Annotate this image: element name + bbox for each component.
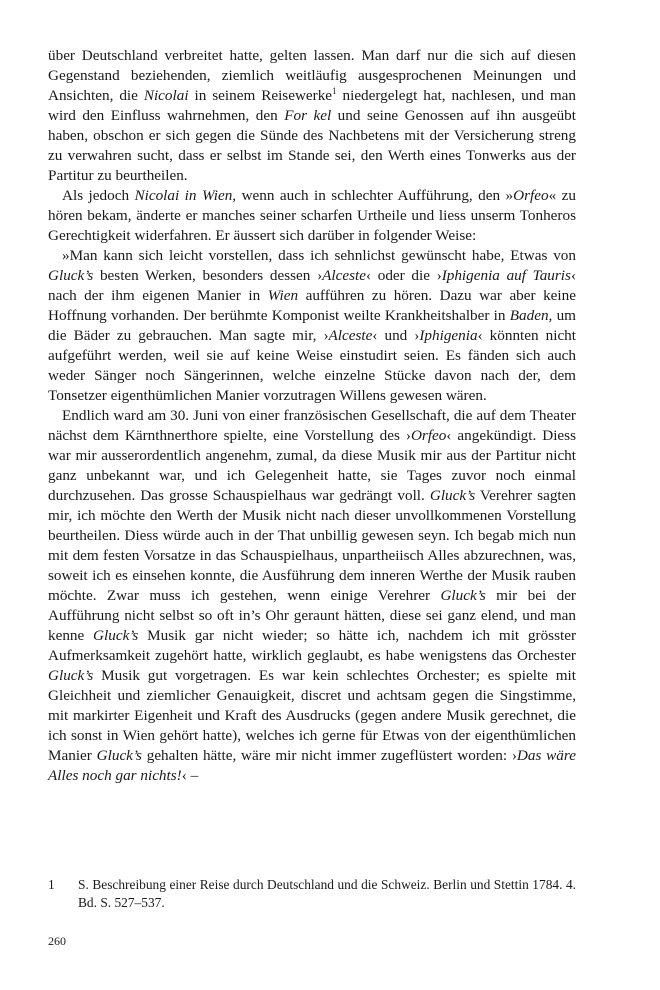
text-run: mir bei der Aufführung nicht selbst so oft in’s Ohr geraunt hätten, diese sei ganz elend, und man kenne [48,587,576,644]
italic-text: Iphigenia auf Tauris [441,267,571,284]
italic-text: Orfeo [410,427,447,444]
text-run: wenn auch in schlechter Aufführung, den » [236,187,514,204]
italic-text: Alceste [328,327,373,344]
italic-text: Gluck’s [96,747,142,764]
text-run: gehalten hätte, wäre mir nicht immer zugeflüstert worden: › [141,747,517,764]
text-run: Als jedoch [62,187,135,204]
text-run: in seinem Reisewerke [188,87,333,104]
text-run: ‹ – [181,767,199,784]
text-run: ‹ angekündigt. Diess war mir ausserordentlich angenehm, zumal, da diese Musik mir aus der Partitur nicht ganz unbekannt war, und ich Gelegenheit hatte, sie Tages zuvor noch einmal durchzusehen. Das grosse Schauspielhaus war gedrängt voll. [48,427,576,504]
text-run: Verehrer sagten mir, ich möchte den Werth der Musik nicht nach dieser unvollkommenen Vorstellung beurtheilen. Diess würde auch in der That unbillig gewesen seyn. Ich begab mich nun mit dem festen Vorsatze in das Schauspielhaus, unpartheiisch Alles abzurechnen, was, soweit ich es einsehen konnte, die Ausführung dem inneren Werthe der Musik rauben möchte. Zwar muss ich gestehen, wenn einige Verehrer [48,487,576,604]
text-run: Musik gar nicht wieder; so hätte ich, nachdem ich mit grösster Aufmerksamkeit zugehört hatte, wirklich geglaubt, es habe wenigstens das Orchester [48,627,577,664]
paragraph [48,406,576,786]
text-run: ‹ könnten nicht aufgeführt werden, weil sie auf keine Weise einstudirt seien. Es fänden sich auch weder Sänger noch Sängerinnen, welche einzelne Stücke davon nach der, dem Tonsetzer eigenthümlichen Manier vorzutragen Willens gewesen wären. [48,327,576,404]
italic-text: Das wäre Alles noch gar nichts! [48,747,576,784]
text-run: Endlich ward am 30. Juni von einer französischen Gesellschaft, die auf dem Theater nächst dem Kärnthnerthore spielte, eine Vorstellung des › [48,407,576,444]
text-run: und seine Genossen auf ihn ausgeübt haben, obschon er sich gegen die Sünde des Nachbetens mit der Versicherung streng zu verwahren sucht, dass er selbst im Stande sei, den Werth eines Tonwerks aus der Partitur zu beurtheilen. [48,107,576,184]
text-run: besten Werken, besonders dessen › [93,267,323,284]
footnote-text: S. Beschreibung einer Reise durch Deutschland und die Schweiz. Berlin und Stettin 1784. 4. Bd. S. 527–537. [78,877,576,910]
italic-text: Iphigenia [419,327,478,344]
italic-text: Gluck’s [48,267,94,284]
page-number: 260 [48,934,66,948]
italic-text: Gluck’s [429,487,476,504]
text-run: ‹ und › [372,327,420,344]
italic-text: Nicolai in Wien, [134,187,237,204]
text-run: »Man kann sich leicht vorstellen, dass ich sehnlichst gewünscht habe, Etwas von [62,247,576,264]
text-run: niedergelegt hat, nachlesen, und man wird den Einfluss wahrnehmen, den [48,87,577,124]
footnote [48,876,576,912]
italic-text: For kel [284,107,332,124]
italic-text: Gluck’s [440,587,486,604]
body-text [48,46,576,786]
italic-text: Orfeo [513,187,549,204]
paragraph [48,246,576,406]
italic-text: Gluck’s [48,667,94,684]
paragraph [48,46,576,186]
text-run: über Deutschland verbreitet hatte, gelten lassen. Man darf nur die sich auf diesen Gegenstand beziehenden, ziemlich weitläufig ausgesprochenen Meinungen und Ansichten, die [48,47,576,104]
footnote-reference: 1 [332,86,337,96]
italic-text: Baden, [509,307,553,324]
text-run: « zu hören bekam, änderte er manches seiner scharfen Urtheile und liess unserm Tonheros Gerechtigkeit widerfahren. Er äussert sich darüber in folgender Weise: [48,187,576,244]
text-run: aufführen zu hören. Dazu war aber keine Hoffnung vorhanden. Der berühmte Komponist weilte Krankheitshalber in [48,287,576,324]
paragraph [48,186,576,246]
text-run: um die Bäder zu gebrauchen. Man sagte mir, › [48,307,576,344]
italic-text: Wien [267,287,299,304]
text-run: ‹ oder die › [365,267,442,284]
italic-text: Alceste [322,267,366,284]
text-run: Musik gut vorgetragen. Es war kein schlechtes Orchester; es spielte mit Gleichheit und ziemlicher Genauigkeit, discret und achtsam gegen die Singstimme, mit markirter Eigenheit und Kraft des Ausdrucks (gegen andere Musik gerechnet, die ich sonst in Wien gehört hatte), welches ich gerne für Etwas von der eigenthümlichen Manier [48,667,576,764]
italic-text: Gluck’s [93,627,139,644]
footnote-number: 1 [48,877,55,892]
italic-text: Nicolai [143,87,189,104]
text-run: ‹ nach der ihm eigenen Manier in [48,267,576,304]
